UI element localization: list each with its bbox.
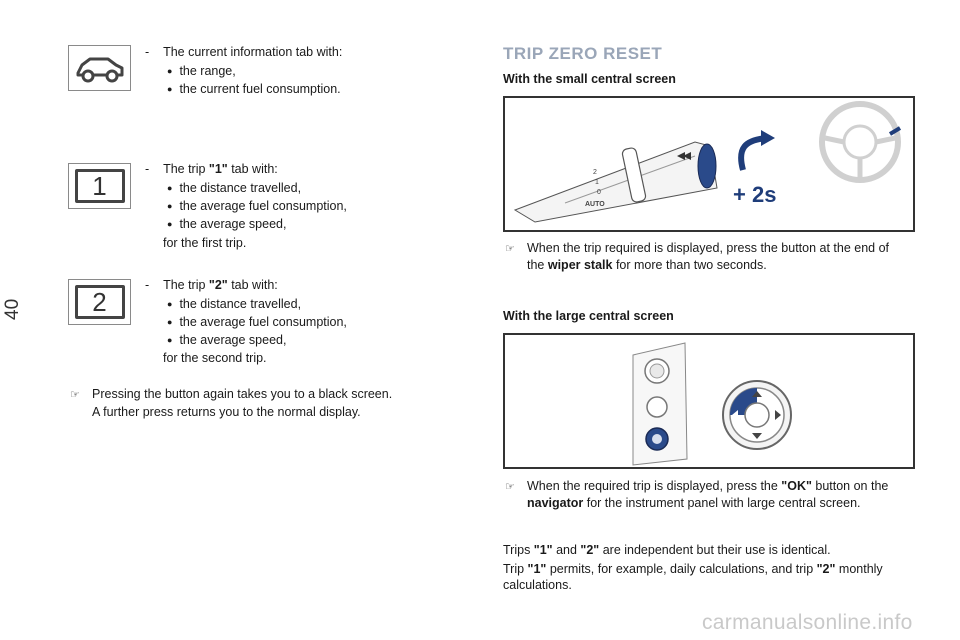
page-number: 40 xyxy=(2,298,23,320)
trip-2-icon-label: 2 xyxy=(75,285,125,319)
trip-1-item: ● the average fuel consumption, xyxy=(167,198,347,215)
trip-2-item: ● the average fuel consumption, xyxy=(167,314,347,331)
arrow-right-icon: ☞ xyxy=(505,243,515,255)
trip-1-item: ● the average speed, xyxy=(167,216,286,233)
note-line-1: ☞ Pressing the button again takes you to a black screen. xyxy=(70,387,393,401)
current-tab-item: ● the current fuel consumption. xyxy=(167,81,341,98)
svg-text:0: 0 xyxy=(597,189,601,196)
arrow-right-icon: ☞ xyxy=(70,389,80,401)
watermark: carmanualsonline.info xyxy=(702,611,913,634)
svg-text:1: 1 xyxy=(595,179,599,186)
small-screen-text-1: ☞ When the trip required is displayed, press the button at the end of xyxy=(505,241,890,255)
large-screen-text-2: navigator for the instrument panel with large central screen. xyxy=(527,496,861,510)
note-line-2: A further press returns you to the normal display. xyxy=(92,405,361,419)
trip-2-icon xyxy=(68,279,131,325)
trip-1-icon-label: 1 xyxy=(75,169,125,203)
trip-1-icon xyxy=(68,163,131,209)
trip-2-item: ● the distance travelled, xyxy=(167,296,301,313)
trip-2-footer: for the second trip. xyxy=(163,351,267,365)
section-title: TRIP ZERO RESET xyxy=(503,44,663,63)
footer-paragraph-1: Trips "1" and "2" are independent but their use is identical. xyxy=(503,543,831,557)
current-tab-intro: - The current information tab with: xyxy=(145,45,343,59)
duration-label: + 2s xyxy=(733,182,777,207)
trip-2-item: ● the average speed, xyxy=(167,332,286,349)
current-tab-item: ● the range, xyxy=(167,63,236,80)
trip-1-footer: for the first trip. xyxy=(163,236,247,250)
small-screen-text-2: the wiper stalk for more than two seconds. xyxy=(527,258,767,272)
footer-paragraph-2: Trip "1" permits, for example, daily calculations, and trip "2" monthly xyxy=(503,562,883,576)
small-screen-heading: With the small central screen xyxy=(503,72,676,86)
wiper-stalk-figure xyxy=(503,96,915,232)
large-screen-heading: With the large central screen xyxy=(503,309,674,323)
auto-label: AUTO xyxy=(585,201,605,208)
trip-1-item: ● the distance travelled, xyxy=(167,180,301,197)
trip-1-intro: - The trip "1" tab with: xyxy=(145,162,278,176)
large-screen-text-1: ☞ When the required trip is displayed, press the "OK" button on the xyxy=(505,479,889,493)
footer-paragraph-3: calculations. xyxy=(503,578,572,592)
arrow-right-icon: ☞ xyxy=(505,481,515,493)
car-icon xyxy=(68,45,131,91)
svg-text:2: 2 xyxy=(593,169,597,176)
navigator-figure xyxy=(503,333,915,469)
trip-2-intro: - The trip "2" tab with: xyxy=(145,278,278,292)
